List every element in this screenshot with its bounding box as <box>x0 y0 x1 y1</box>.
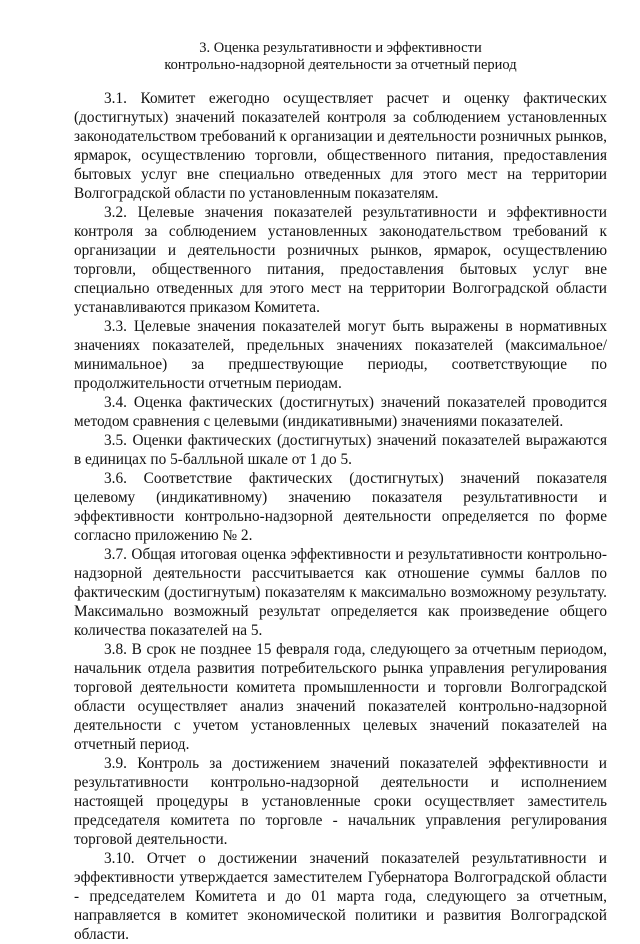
paragraph-3-7: 3.7. Общая итоговая оценка эффективности и результативности контрольно-надзорной деятельности рассчитывается как отношение суммы баллов по фактическим (достигнутым) показателям к максимально возможному результату. Максимально возможный результат определяется как произведение общего количества показателей на 5. <box>74 546 607 639</box>
section-heading-line-1: 3. Оценка результативности и эффективности <box>199 40 482 56</box>
section-heading-line-2: контрольно-надзорной деятельности за отчетный период <box>164 57 517 73</box>
paragraph-3-1: 3.1. Комитет ежегодно осуществляет расчет и оценку фактических (достигнутых) значений показателей контроля за соблюдением установленных законодательством требований к организации и деятельности розничных рынков, ярмарок, осуществлению торговли, общественного питания, предоставления бытовых услуг вне специально отведенных для этого мест на территории Волгоградской области по установленным показателям. <box>74 90 607 202</box>
paragraph-3-8: 3.8. В срок не позднее 15 февраля года, следующего за отчетным периодом, начальник отдела развития потребительского рынка управления регулирования торговой деятельности комитета промышленности и торговли Волгоградской области осуществляет анализ значений показателей контрольно-надзорной деятельности с учетом установленных целевых значений показателей на отчетный период. <box>74 641 607 753</box>
paragraph-3-3: 3.3. Целевые значения показателей могут быть выражены в нормативных значениях показателей, предельных значениях показателей (максимальное/минимальное) за предшествующие периоды, соответствующие по продолжительности отчетным периодам. <box>74 318 607 392</box>
paragraph-3-5: 3.5. Оценки фактических (достигнутых) значений показателей выражаются в единицах по 5-балльной шкале от 1 до 5. <box>74 432 607 468</box>
paragraph-3-4: 3.4. Оценка фактических (достигнутых) значений показателей проводится методом сравнения с целевыми (индикативными) значениями показателей. <box>74 394 607 430</box>
paragraph-3-9: 3.9. Контроль за достижением значений показателей эффективности и результативности контрольно-надзорной деятельности и исполнением настоящей процедуры в установленные сроки осуществляет заместитель председателя комитета по торговле - начальник управления регулирования торговой деятельности. <box>74 755 607 848</box>
paragraph-3-6: 3.6. Соответствие фактических (достигнутых) значений показателя целевому (индикативному) значению показателя результативности и эффективности контрольно-надзорной деятельности определяется по форме согласно приложению № 2. <box>74 470 607 544</box>
paragraph-3-2: 3.2. Целевые значения показателей результативности и эффективности контроля за соблюдением установленных законодательством требований к организации и деятельности розничных рынков, ярмарок, осуществлению торговли, общественного питания, предоставления бытовых услуг вне специально отведенных для этого мест на территории Волгоградской области устанавливаются приказом Комитета. <box>74 204 607 316</box>
paragraph-3-10: 3.10. Отчет о достижении значений показателей результативности и эффективности утверждается заместителем Губернатора Волгоградской области - председателем Комитета и до 01 марта года, следующего за отчетным, направляется в комитет экономической политики и развития Волгоградской области. <box>74 850 607 943</box>
document-page <box>74 40 607 944</box>
section-heading <box>74 40 607 74</box>
